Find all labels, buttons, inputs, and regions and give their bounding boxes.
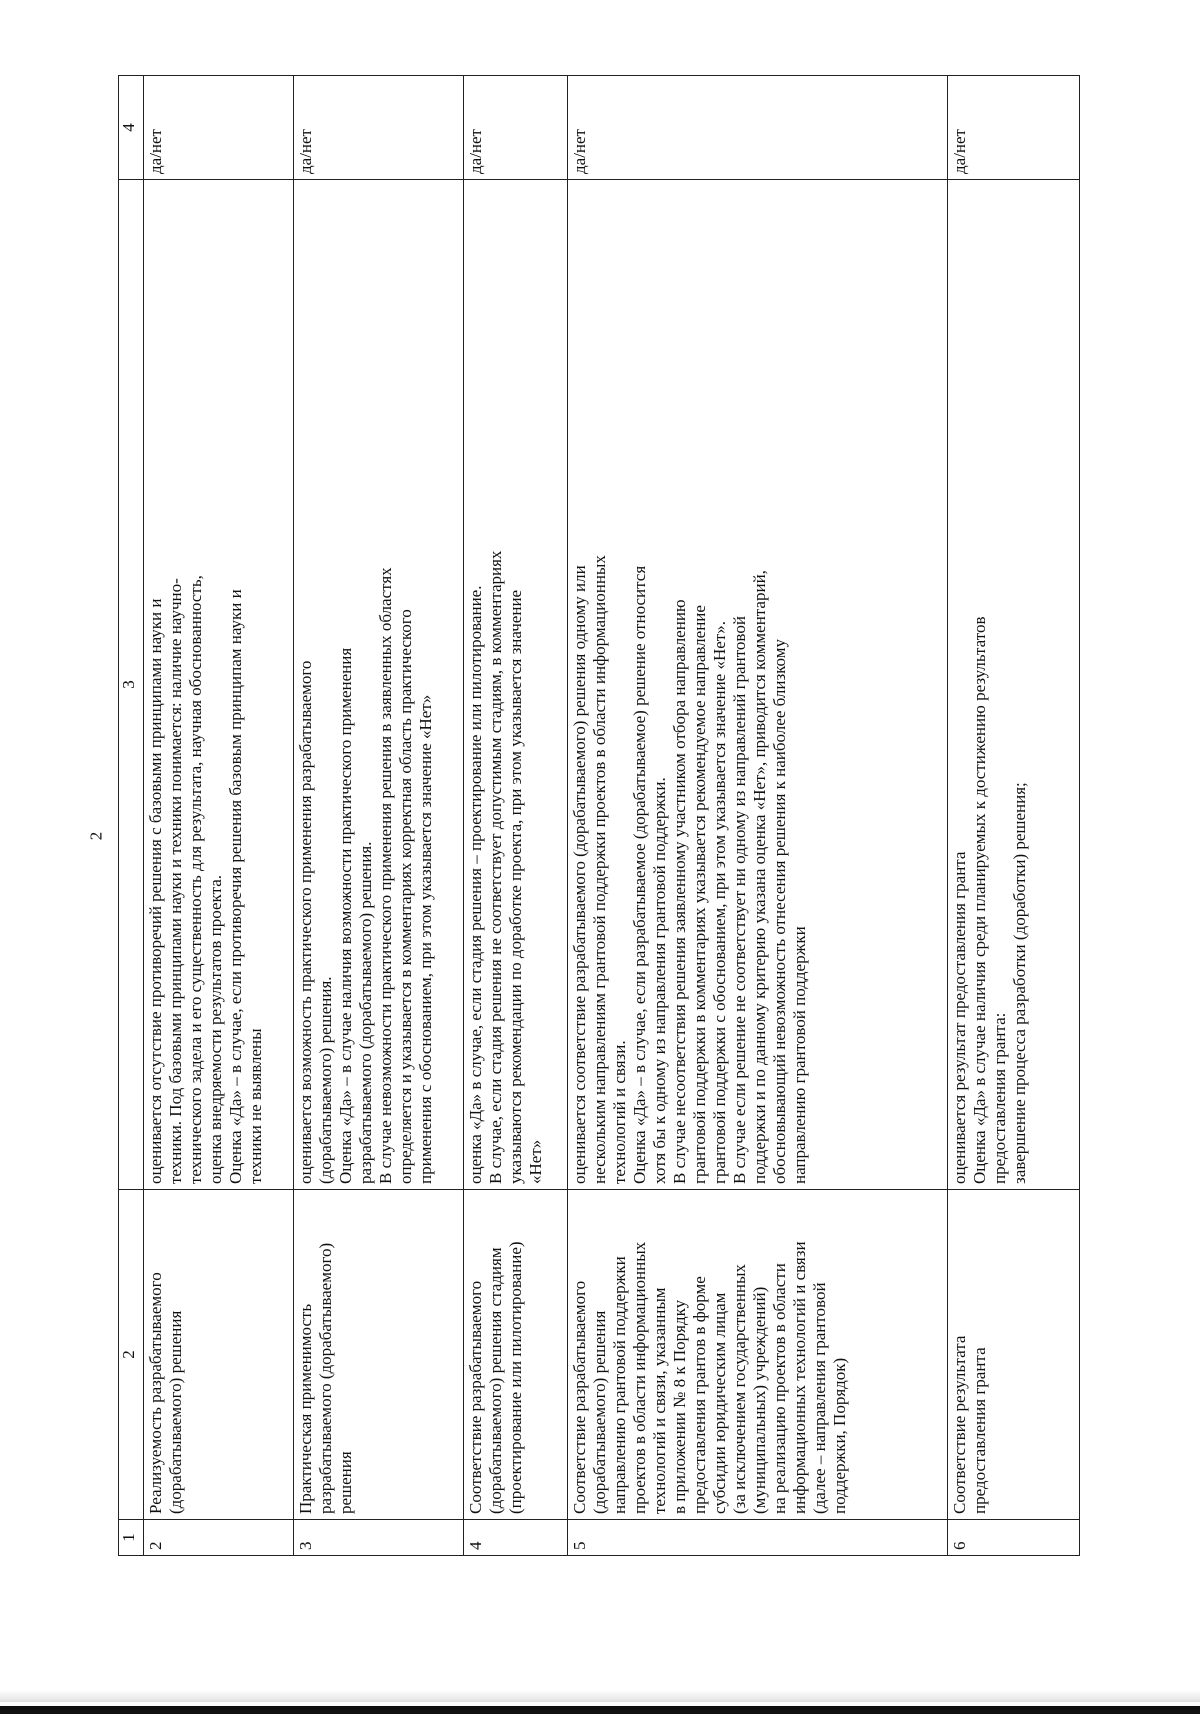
criterion-line: направлению грантовой поддержки xyxy=(610,1256,629,1514)
criterion-line: (проектирование или пилотирование) xyxy=(506,1241,525,1514)
description-line: технологий и связи. xyxy=(610,1040,629,1184)
criterion-line: Соответствие результата xyxy=(950,1335,969,1514)
criterion-line: субсидии юридическим лицам xyxy=(710,1292,729,1514)
description-line: Оценка «Да» – в случае, если противоречия решения базовым принципам науки и xyxy=(226,589,245,1184)
description-line: техники не выявлены xyxy=(246,1028,265,1184)
criterion-line: в приложении № 8 к Порядку xyxy=(670,1299,689,1514)
table-row xyxy=(568,76,948,1556)
header-row xyxy=(119,76,144,1556)
description-line: оценивается отсутствие противоречий решения с базовыми принципами науки и xyxy=(146,598,165,1184)
row-number: 4 xyxy=(464,1520,568,1556)
table-row xyxy=(948,76,1080,1556)
criterion-line: Реализуемость разрабатываемого xyxy=(146,1272,165,1514)
scan-edge xyxy=(0,1706,1200,1714)
criterion-line: поддержки, Порядок) xyxy=(830,1357,849,1514)
table-row xyxy=(294,76,464,1556)
description-cell xyxy=(948,180,1080,1190)
value-cell: да/нет xyxy=(294,76,464,180)
description-line: оценка внедряемости результатов проекта. xyxy=(206,875,225,1184)
description-line: Оценка «Да» – в случае, если разрабатываемое (дорабатываемое) решение относится xyxy=(630,565,649,1184)
description-cell xyxy=(144,180,294,1190)
criterion-line: (дорабатываемого) решения xyxy=(166,1310,185,1514)
criterion-line: (муниципальных) учреждений) xyxy=(750,1286,769,1514)
description-line: нескольким направлениям грантовой поддержки проектов в области информационных xyxy=(590,555,609,1184)
description-line: разрабатываемого (дорабатываемого) решения. xyxy=(356,841,375,1184)
description-line: В случае невозможности практического применения решения в заявленных областях xyxy=(376,567,395,1184)
description-line: предоставления гранта: xyxy=(990,1012,1009,1184)
description-line: грантовой поддержки в комментариях указывается рекомендуемое направление xyxy=(690,605,709,1184)
description-cell xyxy=(464,180,568,1190)
description-cell xyxy=(294,180,464,1190)
criterion-line: (далее – направления грантовой xyxy=(810,1282,829,1514)
criterion-cell xyxy=(948,1190,1080,1520)
header-cell-4: 4 xyxy=(119,76,144,180)
description-line: (дорабатываемого) решения. xyxy=(316,976,335,1184)
header-cell-1: 1 xyxy=(119,1520,144,1556)
description-line: В случае, если стадия решения не соответствует допустимым стадиям, в комментариях xyxy=(486,550,505,1184)
header-cell-2: 2 xyxy=(119,1190,144,1520)
criterion-line: проектов в области информационных xyxy=(630,1241,649,1514)
table-row xyxy=(144,76,294,1556)
criterion-line: информационных технологий и связи xyxy=(790,1241,809,1514)
description-line: технического задела и его существенность для результата, научная обоснованность, xyxy=(186,575,205,1184)
criterion-line: Соответствие разрабатываемого xyxy=(466,1280,485,1514)
row-number: 5 xyxy=(568,1520,948,1556)
description-line: направлению грантовой поддержки xyxy=(790,926,809,1184)
description-line: оценивается результат предоставления гранта xyxy=(950,851,969,1184)
description-cell xyxy=(568,180,948,1190)
criteria-table xyxy=(118,75,1080,1556)
criterion-cell xyxy=(144,1190,294,1520)
description-line: грантовой поддержки с обоснованием, при этом указывается значение «Нет». xyxy=(710,621,729,1184)
description-line: указываются рекомендации по доработке проекта, при этом указывается значение xyxy=(506,589,525,1184)
criterion-line: (дорабатываемого) решения xyxy=(590,1310,609,1514)
description-line: оценивается соответствие разрабатываемого (дорабатываемого) решения одному или xyxy=(570,565,589,1184)
description-line: Оценка «Да» – в случае наличия возможности практического применения xyxy=(336,647,355,1184)
description-line: применения с обоснованием, при этом указывается значение «Нет» xyxy=(416,694,435,1184)
criterion-line: технологий и связи, указанным xyxy=(650,1287,669,1514)
description-line: техники. Под базовыми принципами науки и техники понимается: наличие научно- xyxy=(166,578,185,1184)
table-row xyxy=(464,76,568,1556)
criterion-cell xyxy=(464,1190,568,1520)
row-number: 2 xyxy=(144,1520,294,1556)
rotated-table-wrapper xyxy=(118,76,1078,1556)
description-line: обосновывающий невозможность отнесения решения к наиболее близкому xyxy=(770,639,789,1184)
description-line: В случае если решение не соответствует ни одному из направлений грантовой xyxy=(730,616,749,1184)
description-line: поддержки и по данному критерию указана оценка «Нет», приводится комментарий, xyxy=(750,570,769,1184)
page-number: 2 xyxy=(86,831,106,841)
value-cell: да/нет xyxy=(464,76,568,180)
criterion-line: Соответствие разрабатываемого xyxy=(570,1280,589,1514)
description-line: оценка «Да» в случае, если стадия решения – проектирование или пилотирование. xyxy=(466,585,485,1184)
row-number: 3 xyxy=(294,1520,464,1556)
scan-shadow xyxy=(0,1690,1200,1702)
description-line: хотя бы к одному из направления грантовой поддержки. xyxy=(650,777,669,1184)
criterion-cell xyxy=(568,1190,948,1520)
value-cell: да/нет xyxy=(948,76,1080,180)
criterion-cell xyxy=(294,1190,464,1520)
criterion-line: на реализацию проектов в области xyxy=(770,1263,789,1514)
criterion-line: (дорабатываемого) решения стадиям xyxy=(486,1247,505,1514)
criterion-line: разрабатываемого (дорабатываемого) xyxy=(316,1242,335,1514)
header-cell-3: 3 xyxy=(119,180,144,1190)
row-number: 6 xyxy=(948,1520,1080,1556)
value-cell: да/нет xyxy=(568,76,948,180)
description-line: завершение процесса разработки (доработки) решения; xyxy=(1010,782,1029,1184)
description-line: оценивается возможность практического применения разрабатываемого xyxy=(296,660,315,1184)
criterion-line: (за исключением государственных xyxy=(730,1264,749,1514)
description-line: определяется и указывается в комментариях корректная область практического xyxy=(396,609,415,1184)
description-line: В случае несоответствия решения заявленному участником отбора направлению xyxy=(670,599,689,1184)
criterion-line: решения xyxy=(336,1451,355,1514)
criterion-line: предоставления гранта xyxy=(970,1347,989,1514)
value-cell: да/нет xyxy=(144,76,294,180)
criterion-line: предоставления грантов в форме xyxy=(690,1276,709,1514)
description-line: Оценка «Да» в случае наличия среди планируемых к достижению результатов xyxy=(970,616,989,1184)
criterion-line: Практическая применимость xyxy=(296,1303,315,1514)
description-line: «Нет» xyxy=(526,1139,545,1184)
